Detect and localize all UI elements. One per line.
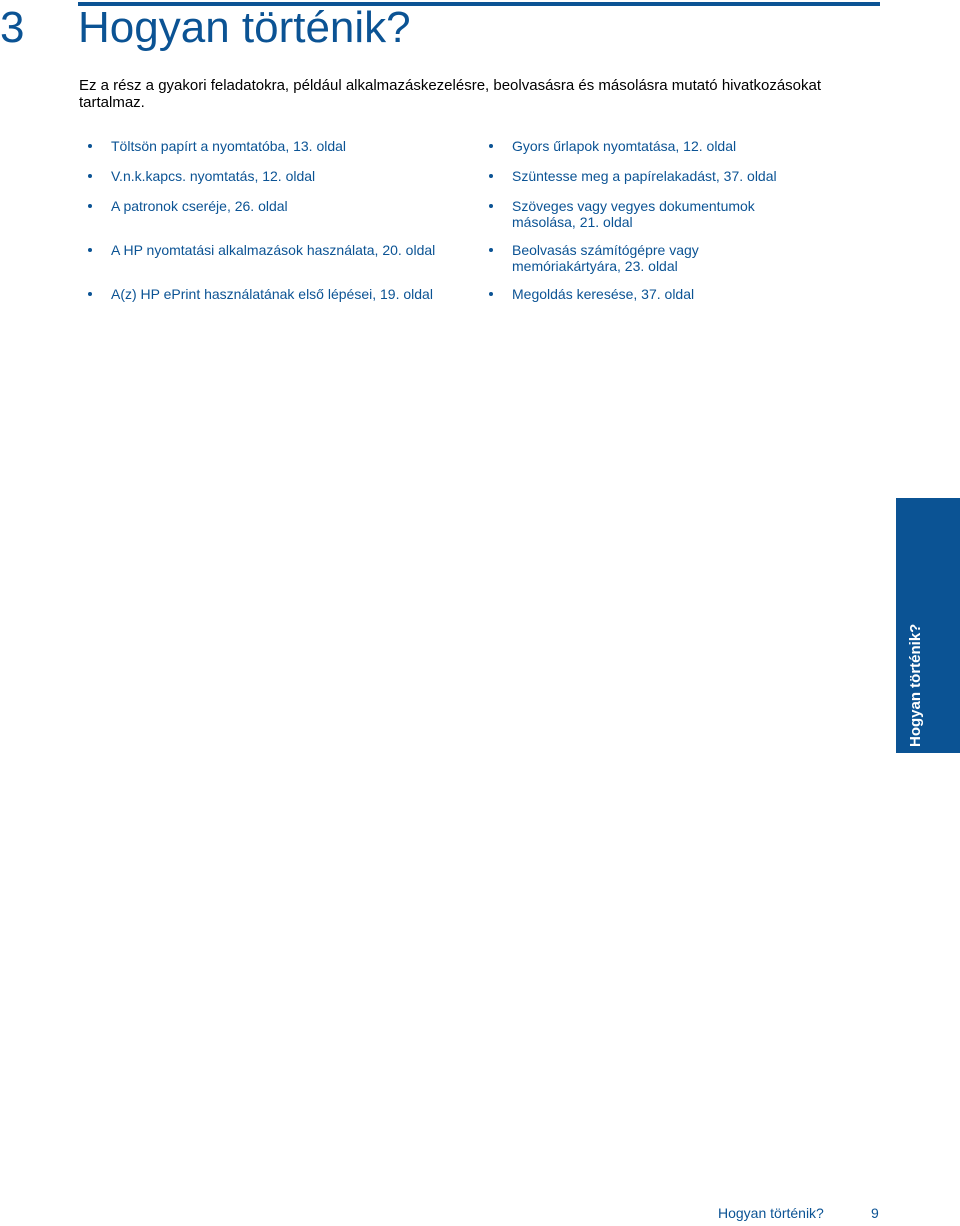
link-borderless-print[interactable] (111, 168, 315, 184)
link-hp-print-apps[interactable] (111, 242, 435, 258)
bullet-icon (489, 292, 493, 296)
link-text: Szöveges vagy vegyes dokumentumok másolása, 21. oldal (512, 198, 755, 230)
link-text: A(z) HP ePrint használatának első lépései, 19. oldal (111, 286, 433, 302)
link-replace-cartridges[interactable] (111, 198, 288, 214)
link-copy-documents[interactable] (512, 198, 755, 230)
bullet-icon (88, 144, 92, 148)
link-scan[interactable] (512, 242, 699, 274)
bullet-icon (489, 174, 493, 178)
link-quick-forms[interactable] (512, 138, 736, 154)
link-text: Beolvasás számítógépre vagy memóriakártyára, 23. oldal (512, 242, 699, 274)
bullet-icon (489, 144, 493, 148)
bullet-icon (88, 174, 92, 178)
link-text: Megoldás keresése, 37. oldal (512, 286, 695, 302)
link-text: Szüntesse meg a papírelakadást, 37. oldal (512, 168, 777, 184)
bullet-icon (88, 204, 92, 208)
link-text: A patronok cseréje, 26. oldal (111, 198, 288, 214)
link-text: Gyors űrlapok nyomtatása, 12. oldal (512, 138, 737, 154)
link-text: A HP nyomtatási alkalmazások használata, 20. oldal (111, 242, 436, 258)
bullet-icon (489, 248, 493, 252)
link-clear-paper-jam[interactable] (512, 168, 777, 184)
side-tab-label-wrapper (896, 498, 960, 753)
link-text: V.n.k.kapcs. nyomtatás, 12. oldal (111, 168, 316, 184)
page-number: 9 (871, 1205, 879, 1221)
intro-paragraph: Ez a rész a gyakori feladatokra, például alkalmazáskezelésre, beolvasásra és másolásra mutató hivatkozásokat tartalmaz. (79, 77, 822, 111)
chapter-title: Hogyan történik? (78, 3, 411, 52)
link-text: Töltsön papírt a nyomtatóba, 13. oldal (111, 138, 347, 154)
bullet-icon (489, 204, 493, 208)
bullet-icon (88, 248, 92, 252)
chapter-number: 3 (0, 3, 25, 52)
footer-title: Hogyan történik? (718, 1205, 824, 1221)
link-load-paper[interactable] (111, 138, 346, 154)
link-find-solution[interactable] (512, 286, 694, 302)
side-tab-label: Hogyan történik? (907, 623, 924, 747)
link-hp-eprint[interactable] (111, 286, 433, 302)
bullet-icon (88, 292, 92, 296)
